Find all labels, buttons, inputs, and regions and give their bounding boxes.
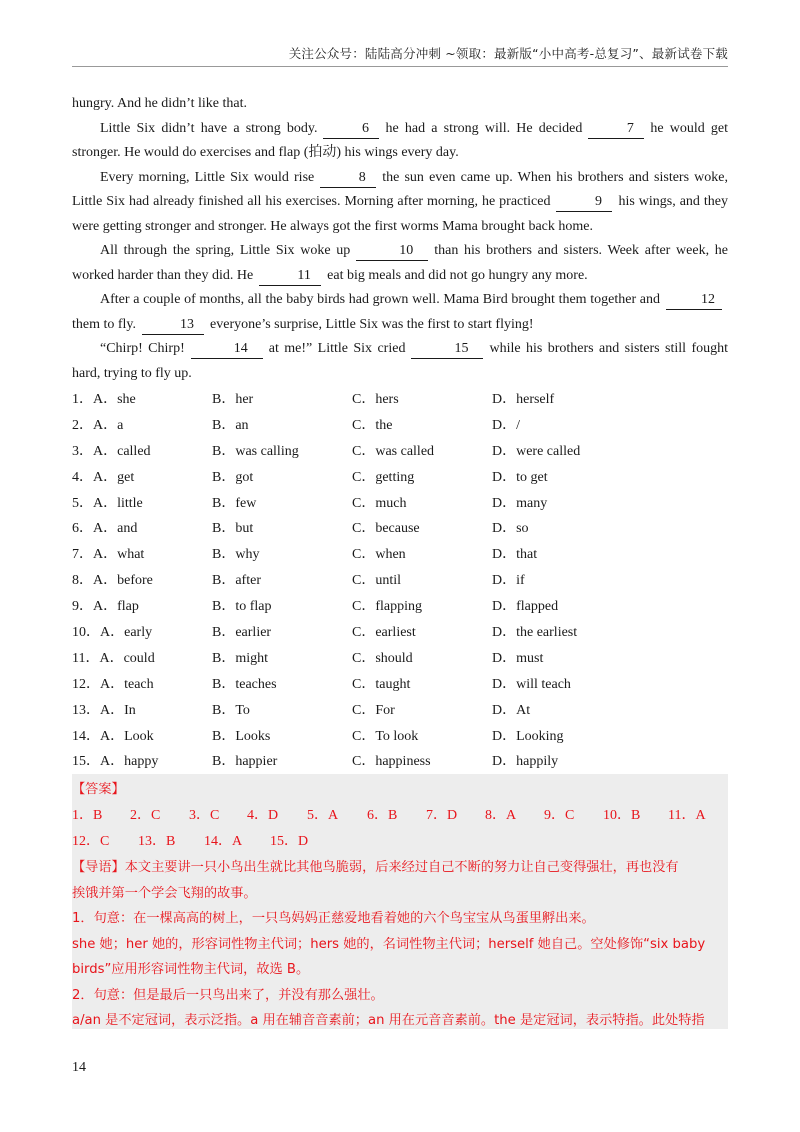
question-row	[72, 568, 728, 594]
passage	[72, 92, 728, 775]
option-b: B．earlier	[212, 625, 272, 641]
blank-14: 14	[191, 340, 263, 359]
answer-item: 4．D	[247, 808, 279, 823]
text: After a couple of months, all the baby birds had grown well. Mama Bird brought them together and	[100, 292, 660, 307]
text: everyone’s surprise, Little Six was the first to start flying!	[210, 316, 534, 332]
option-a: 4．A．get	[72, 469, 135, 485]
option-a: 5．A．little	[72, 495, 143, 511]
passage-paragraph-2	[72, 166, 728, 240]
option-d: D．flapped	[492, 599, 559, 615]
question-row	[72, 749, 728, 775]
text: while his brothers and sisters still fought hard, trying to fly up.	[72, 341, 729, 381]
question-row	[72, 491, 728, 517]
text: Every morning, Little Six would rise	[100, 169, 315, 185]
option-c: C．until	[352, 573, 402, 589]
question-row	[72, 698, 728, 724]
option-d: D．Looking	[492, 728, 564, 744]
blank-9: 9	[556, 193, 612, 212]
option-c: C．should	[352, 650, 413, 666]
option-c: C．was called	[352, 443, 435, 459]
option-b: B．teaches	[212, 676, 277, 692]
guide-line-1: 【导语】本文主要讲一只小鸟出生就比其他鸟脆弱，后来经过自己不断的努力让自己变得强壮，再也没有	[72, 860, 679, 875]
option-a: 10．A．early	[72, 625, 153, 641]
blank-8: 8	[320, 169, 376, 188]
explanation-q2: 2．句意：但是最后一只鸟出来了，并没有那么强壮。	[72, 987, 384, 1003]
answer-row-1	[72, 803, 728, 829]
option-c: C．much	[352, 495, 407, 511]
text: than his brothers and sisters. Week after week, he worked harder than they did. He	[72, 243, 728, 283]
answer-item: 14．A	[204, 834, 243, 849]
header-divider	[72, 66, 728, 67]
option-a: 12．A．teach	[72, 676, 154, 692]
option-d: D．must	[492, 650, 544, 666]
answer-title	[72, 777, 728, 803]
option-d: D．At	[492, 702, 531, 718]
passage-line-0: hungry. And he didn’t like that.	[72, 96, 247, 111]
text: eat big meals and did not go hungry any more.	[327, 267, 588, 283]
option-b: B．after	[212, 573, 261, 589]
option-b: B．her	[212, 392, 254, 407]
text: the sun even came up. When his brothers and sisters woke, Little Six had already finished all his exercises. Morning after morning, he practiced	[72, 169, 729, 209]
question-row	[72, 439, 728, 465]
answer-item: 8．A	[485, 808, 517, 823]
question-row	[72, 724, 728, 750]
blank-13: 13	[142, 316, 204, 335]
option-b: B．got	[212, 469, 254, 485]
answer-item: 1．B	[72, 808, 103, 823]
text: All through the spring, Little Six woke up	[100, 243, 351, 258]
question-row	[72, 413, 728, 439]
blank-6: 6	[323, 120, 379, 139]
option-a: 6．A．and	[72, 521, 138, 537]
option-d: D．so	[492, 521, 529, 537]
option-c: C．hers	[352, 392, 399, 407]
answer-item: 10．B	[603, 808, 641, 823]
option-a: 9．A．flap	[72, 599, 139, 615]
option-d: D．many	[492, 495, 548, 511]
text: Little Six didn’t have a strong body.	[100, 120, 318, 136]
answer-item: 12．C	[72, 834, 110, 849]
explanation-q1: 1．句意：在一棵高高的树上，一只鸟妈妈正慈爱地看着她的六个鸟宝宝从鸟蛋里孵出来。	[72, 911, 595, 926]
text: he had a strong will. He decided	[385, 120, 583, 136]
question-row	[72, 620, 728, 646]
option-b: B．but	[212, 521, 254, 537]
option-d: D．were called	[492, 443, 581, 459]
answer-item: 13．B	[138, 834, 176, 849]
option-b: B．was calling	[212, 443, 299, 459]
blank-15: 15	[411, 340, 483, 359]
answer-item: 9．C	[544, 808, 575, 823]
option-c: C．For	[352, 702, 395, 718]
question-row	[72, 672, 728, 698]
option-c: C．earliest	[352, 625, 416, 641]
passage-paragraph-5	[72, 337, 728, 386]
option-c: C．getting	[352, 469, 415, 485]
option-b: B．might	[212, 650, 269, 666]
passage-paragraph-1	[72, 117, 728, 166]
question-row	[72, 516, 728, 542]
option-a: 1．A．she	[72, 392, 136, 407]
blank-12: 12	[666, 291, 722, 310]
answer-item: 2．C	[130, 808, 161, 823]
passage-paragraph-3	[72, 239, 728, 288]
explanation-q1-detail: she 她；her 她的，形容词性物主代词；hers 她的，名词性物主代词；herself 她自己。空处修饰“six baby	[72, 936, 706, 952]
answer-item: 11．A	[668, 808, 706, 823]
option-b: B．Looks	[212, 728, 271, 744]
option-b: B．few	[212, 495, 257, 511]
option-c: C．To look	[352, 728, 419, 744]
option-d: D．if	[492, 573, 525, 589]
option-b: B．why	[212, 547, 260, 563]
option-c: C．happiness	[352, 754, 431, 770]
option-d: D．herself	[492, 392, 555, 407]
text: “Chirp! Chirp!	[100, 341, 185, 356]
option-a: 2．A．a	[72, 417, 124, 433]
blank-11: 11	[259, 267, 321, 286]
option-b: B．to flap	[212, 599, 272, 615]
question-row	[72, 465, 728, 491]
option-c: C．the	[352, 417, 393, 433]
option-d: D．happily	[492, 754, 559, 770]
option-a: 14．A．Look	[72, 728, 154, 744]
page-number: 14	[72, 1060, 86, 1075]
text: he would get stronger. He would do exercises and flap (拍动) his wings every day.	[72, 120, 728, 160]
option-a: 15．A．happy	[72, 754, 159, 770]
question-row	[72, 646, 728, 672]
option-a: 11．A．could	[72, 650, 155, 666]
option-d: D．will teach	[492, 676, 571, 692]
option-b: B．happier	[212, 754, 278, 770]
question-row	[72, 542, 728, 568]
explanation-q2-detail: a/an 是不定冠词，表示泛指。a 用在辅音音素前；an 用在元音音素前。the 是定冠词，表示特指。此处特指	[72, 1013, 705, 1028]
explanation-q1-conclusion: birds”应用形容词性物主代词，故选 B。	[72, 962, 310, 977]
text: them to fly.	[72, 316, 137, 332]
option-c: C．when	[352, 547, 406, 563]
answer-item: 15．D	[270, 834, 309, 849]
blank-7: 7	[588, 120, 644, 139]
text: at me!” Little Six cried	[268, 341, 406, 356]
option-b: B．an	[212, 417, 249, 433]
option-a: 3．A．called	[72, 443, 151, 459]
guide-line-2: 挨饿并第一个学会飞翔的故事。	[72, 885, 257, 901]
options-list	[72, 387, 728, 775]
page-header: 关注公众号：陆陆高分冲刺 ~领取：最新版“小中高考-总复习”、最新试卷下载	[288, 46, 728, 61]
option-a: 13．A．In	[72, 702, 136, 718]
answer-item: 3．C	[189, 808, 220, 823]
option-d: D．to get	[492, 469, 548, 485]
option-d: D．/	[492, 417, 520, 433]
option-a: 8．A．before	[72, 573, 153, 589]
answer-item: 7．D	[426, 808, 458, 823]
option-a: 7．A．what	[72, 547, 145, 563]
option-c: C．taught	[352, 676, 411, 692]
question-row	[72, 387, 728, 413]
option-d: D．the earliest	[492, 625, 578, 641]
passage-paragraph-4	[72, 288, 728, 337]
option-d: D．that	[492, 547, 538, 563]
question-row	[72, 594, 728, 620]
blank-10: 10	[356, 242, 428, 261]
answer-item: 5．A	[307, 808, 339, 823]
option-c: C．because	[352, 521, 420, 537]
text: his wings, and they were getting stronger and stronger. He always got the first worms Mama brought back home.	[72, 194, 728, 234]
answer-item: 6．B	[367, 808, 398, 823]
answer-section	[72, 777, 728, 1034]
answer-row-2	[72, 829, 728, 855]
answer-heading: 【答案】	[72, 782, 125, 797]
option-b: B．To	[212, 702, 250, 718]
option-c: C．flapping	[352, 599, 422, 615]
